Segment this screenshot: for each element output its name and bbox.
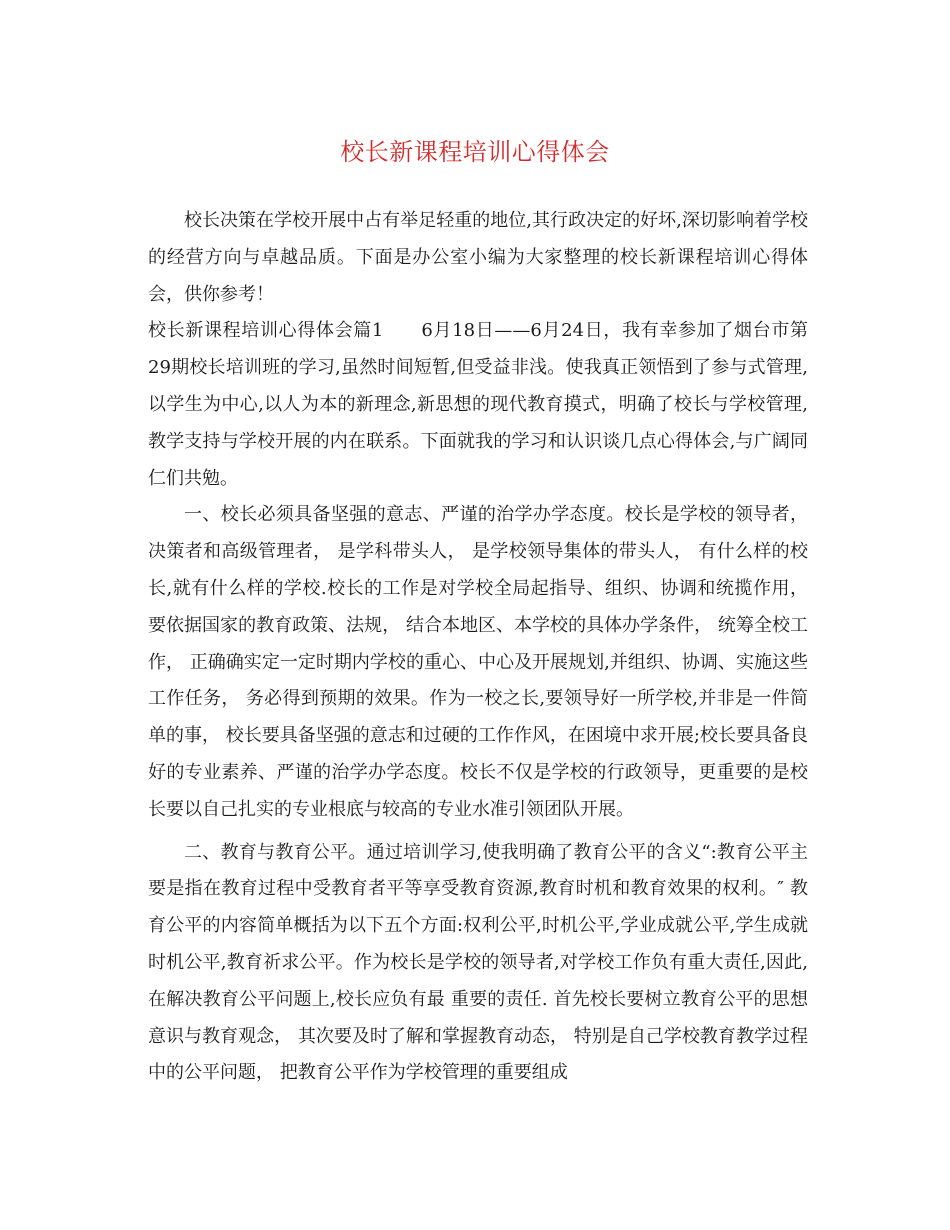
section-one-paragraph: 一、校长必须具备坚强的意志、严谨的治学办学态度。校长是学校的领导者， 决策者和高级管理者， 是学科带头人， 是学校领导集体的带头人， 有什么样的校长,就有什么样的学校.校长的工作是对学校全局起指导、组织、协调和统揽作用， 要依据国家的教育政策、法规， 结合本地区、本学校的具体办学条件， 统筹全校工作， 正确确实定一定时期内学校的重心、中心及开展规划,并组织、协调、实施这些工作任务， 务必得到预期的效果。作为一校之长,要领导好一所学校,并非是一件简单的事， 校长要具备坚强的意志和过硬的工作作风，在困境中求开展;校长要具备良好的专业素养、严谨的治学办学态度。校长不仅是学校的行政领导，更重要的是校长要以自己扎实的专业根底与较高的专业水准引领团队开展。: [148, 504, 808, 820]
article-opening: 6月18日——6月24日，我有幸参加了烟台市第29期校长培训班的学习,虽然时间短暂,但受益非浅。使我真正领悟到了参与式管理,以学生为中心,以人为本的新理念,新思想的现代教育摸式，明确了校长与学校管理,教学支持与学校开展的内在联系。下面就我的学习和认识谈几点心得体会,与广阔同仁们共勉。: [148, 320, 808, 489]
intro-paragraph: 校长决策在学校开展中占有举足轻重的地位,其行政决定的好坏,深切影响着学校的经营方向与卓越品质。下面是办公室小编为大家整理的校长新课程培训心得体会，供你参考！: [148, 210, 808, 305]
section-two-paragraph: 二、教育与教育公平。通过培训学习,使我明确了教育公平的含义“:教育公平主要是指在教育过程中受教育者平等享受教育资源,教育时机和教育效果的权利。″ 教育公平的内容简单概括为以下五个方面:权利公平,时机公平,学业成就公平,学生成就时机公平,教育祈求公平。作为校长是学校的领导者,对学校工作负有重大责任,因此,在解决教育公平问题上,校长应负有最 重要的责任. 首先校长要树立教育公平的思想意识与教育观念， 其次要及时了解和掌握教育动态， 特别是自己学校教育教学过程中的公平问题， 把教育公平作为学校管理的重要组成: [148, 841, 808, 1084]
document-body: [148, 203, 808, 1092]
document-title: 校长新课程培训心得体会: [340, 138, 610, 166]
article-paragraph: [148, 313, 808, 497]
article-heading: 校长新课程培训心得体会篇1: [148, 320, 384, 342]
